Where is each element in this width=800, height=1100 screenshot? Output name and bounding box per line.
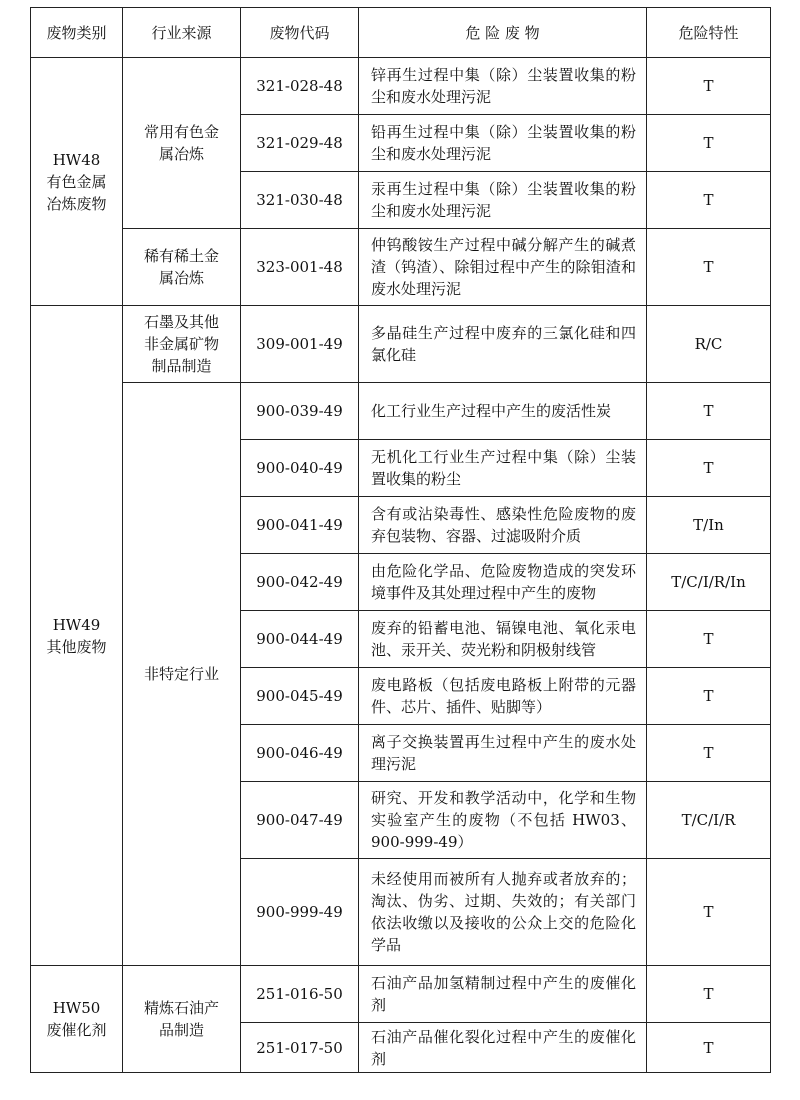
hazard-property-cell: T [647,966,771,1023]
header-property: 危险特性 [647,8,771,58]
hazard-property-cell: T [647,725,771,782]
cell-line: 非金属矿物 [143,335,219,353]
hazardous-waste-cell: 由危险化学品、危险废物造成的突发环境事件及其处理过程中产生的废物 [359,554,647,611]
table-row [31,306,771,383]
cell-line: 稀有稀土金 [143,247,219,265]
cell-line: 石墨及其他 [143,313,219,331]
hazard-property-cell: T [647,383,771,440]
waste-code-cell: 900-041-49 [241,497,359,554]
hazardous-waste-cell: 仲钨酸铵生产过程中碱分解产生的碱煮渣（钨渣）、除钼过程中产生的除钼渣和废水处理污泥 [359,229,647,306]
waste-code-cell: 321-030-48 [241,172,359,229]
hazard-property-cell: T [647,611,771,668]
waste-code-cell: 323-001-48 [241,229,359,306]
hazard-property-cell: T [647,58,771,115]
cell-line: HW48 [52,150,101,169]
header-waste: 危 险 废 物 [359,8,647,58]
hazardous-waste-cell: 汞再生过程中集（除）尘装置收集的粉尘和废水处理污泥 [359,172,647,229]
table-body [31,58,771,1073]
header-category: 废物类别 [31,8,123,58]
hazard-property-cell: T [647,440,771,497]
hazard-property-cell: T [647,172,771,229]
hazard-property-cell: T [647,229,771,306]
waste-code-cell: 900-045-49 [241,668,359,725]
hazard-property-cell: T/In [647,497,771,554]
hazardous-waste-cell: 含有或沾染毒性、感染性危险废物的废弃包装物、容器、过滤吸附介质 [359,497,647,554]
cell-line: 常用有色金 [143,123,219,141]
hazardous-waste-cell: 无机化工行业生产过程中集（除）尘装置收集的粉尘 [359,440,647,497]
source-cell [123,966,241,1073]
waste-code-cell: 251-017-50 [241,1023,359,1073]
category-cell [31,306,123,966]
hazard-property-cell: T [647,1023,771,1073]
cell-line: 非特定行业 [143,665,219,683]
cell-line: 制品制造 [151,357,212,375]
cell-line: HW50 [52,999,101,1017]
hazardous-waste-cell: 化工行业生产过程中产生的废活性炭 [359,383,647,440]
waste-code-cell: 321-029-48 [241,115,359,172]
hazardous-waste-cell: 石油产品催化裂化过程中产生的废催化剂 [359,1023,647,1073]
hazard-property-cell: R/C [647,306,771,383]
table-row [31,966,771,1023]
table-row [31,383,771,440]
table-row [31,229,771,306]
waste-code-cell: 251-016-50 [241,966,359,1023]
hazard-property-cell: T/C/I/R/In [647,554,771,611]
source-cell [123,58,241,229]
hazardous-waste-cell: 废电路板（包括废电路板上附带的元器件、芯片、插件、贴脚等） [359,668,647,725]
hazardous-waste-cell: 离子交换装置再生过程中产生的废水处理污泥 [359,725,647,782]
waste-code-cell: 900-999-49 [241,859,359,966]
category-cell [31,58,123,306]
source-cell [123,229,241,306]
cell-line: 属冶炼 [158,269,204,287]
hazardous-waste-cell: 石油产品加氢精制过程中产生的废催化剂 [359,966,647,1023]
cell-line: HW49 [52,615,101,634]
hazardous-waste-cell: 废弃的铅蓄电池、镉镍电池、氧化汞电池、汞开关、荧光粉和阴极射线管 [359,611,647,668]
hazard-property-cell: T/C/I/R [647,782,771,859]
hazard-property-cell: T [647,115,771,172]
cell-line: 其他废物 [46,637,107,656]
hazardous-waste-cell: 锌再生过程中集（除）尘装置收集的粉尘和废水处理污泥 [359,58,647,115]
cell-line: 有色金属 [46,172,107,191]
waste-code-cell: 321-028-48 [241,58,359,115]
waste-code-cell: 309-001-49 [241,306,359,383]
hazardous-waste-cell: 未经使用而被所有人抛弃或者放弃的；淘汰、伪劣、过期、失效的；有关部门依法收缴以及接收的公众上交的危险化学品 [359,859,647,966]
cell-line: 品制造 [158,1021,204,1039]
hazardous-waste-cell: 多晶硅生产过程中废弃的三氯化硅和四氯化硅 [359,306,647,383]
waste-code-cell: 900-042-49 [241,554,359,611]
hazardous-waste-table [30,7,771,1073]
hazardous-waste-cell: 研究、开发和教学活动中，化学和生物实验室产生的废物（不包括 HW03、900-999-49） [359,782,647,859]
cell-line: 废催化剂 [46,1021,107,1039]
header-code: 废物代码 [241,8,359,58]
table-row [31,58,771,115]
waste-code-cell: 900-044-49 [241,611,359,668]
source-cell [123,306,241,383]
hazard-property-cell: T [647,859,771,966]
hazard-property-cell: T [647,668,771,725]
cell-line: 属冶炼 [158,145,204,163]
waste-code-cell: 900-040-49 [241,440,359,497]
cell-line: 冶炼废物 [46,194,107,213]
waste-code-cell: 900-039-49 [241,383,359,440]
hazardous-waste-cell: 铅再生过程中集（除）尘装置收集的粉尘和废水处理污泥 [359,115,647,172]
header-row [31,8,771,58]
source-cell [123,383,241,966]
category-cell [31,966,123,1073]
waste-code-cell: 900-046-49 [241,725,359,782]
cell-line: 精炼石油产 [143,999,219,1017]
waste-code-cell: 900-047-49 [241,782,359,859]
header-source: 行业来源 [123,8,241,58]
